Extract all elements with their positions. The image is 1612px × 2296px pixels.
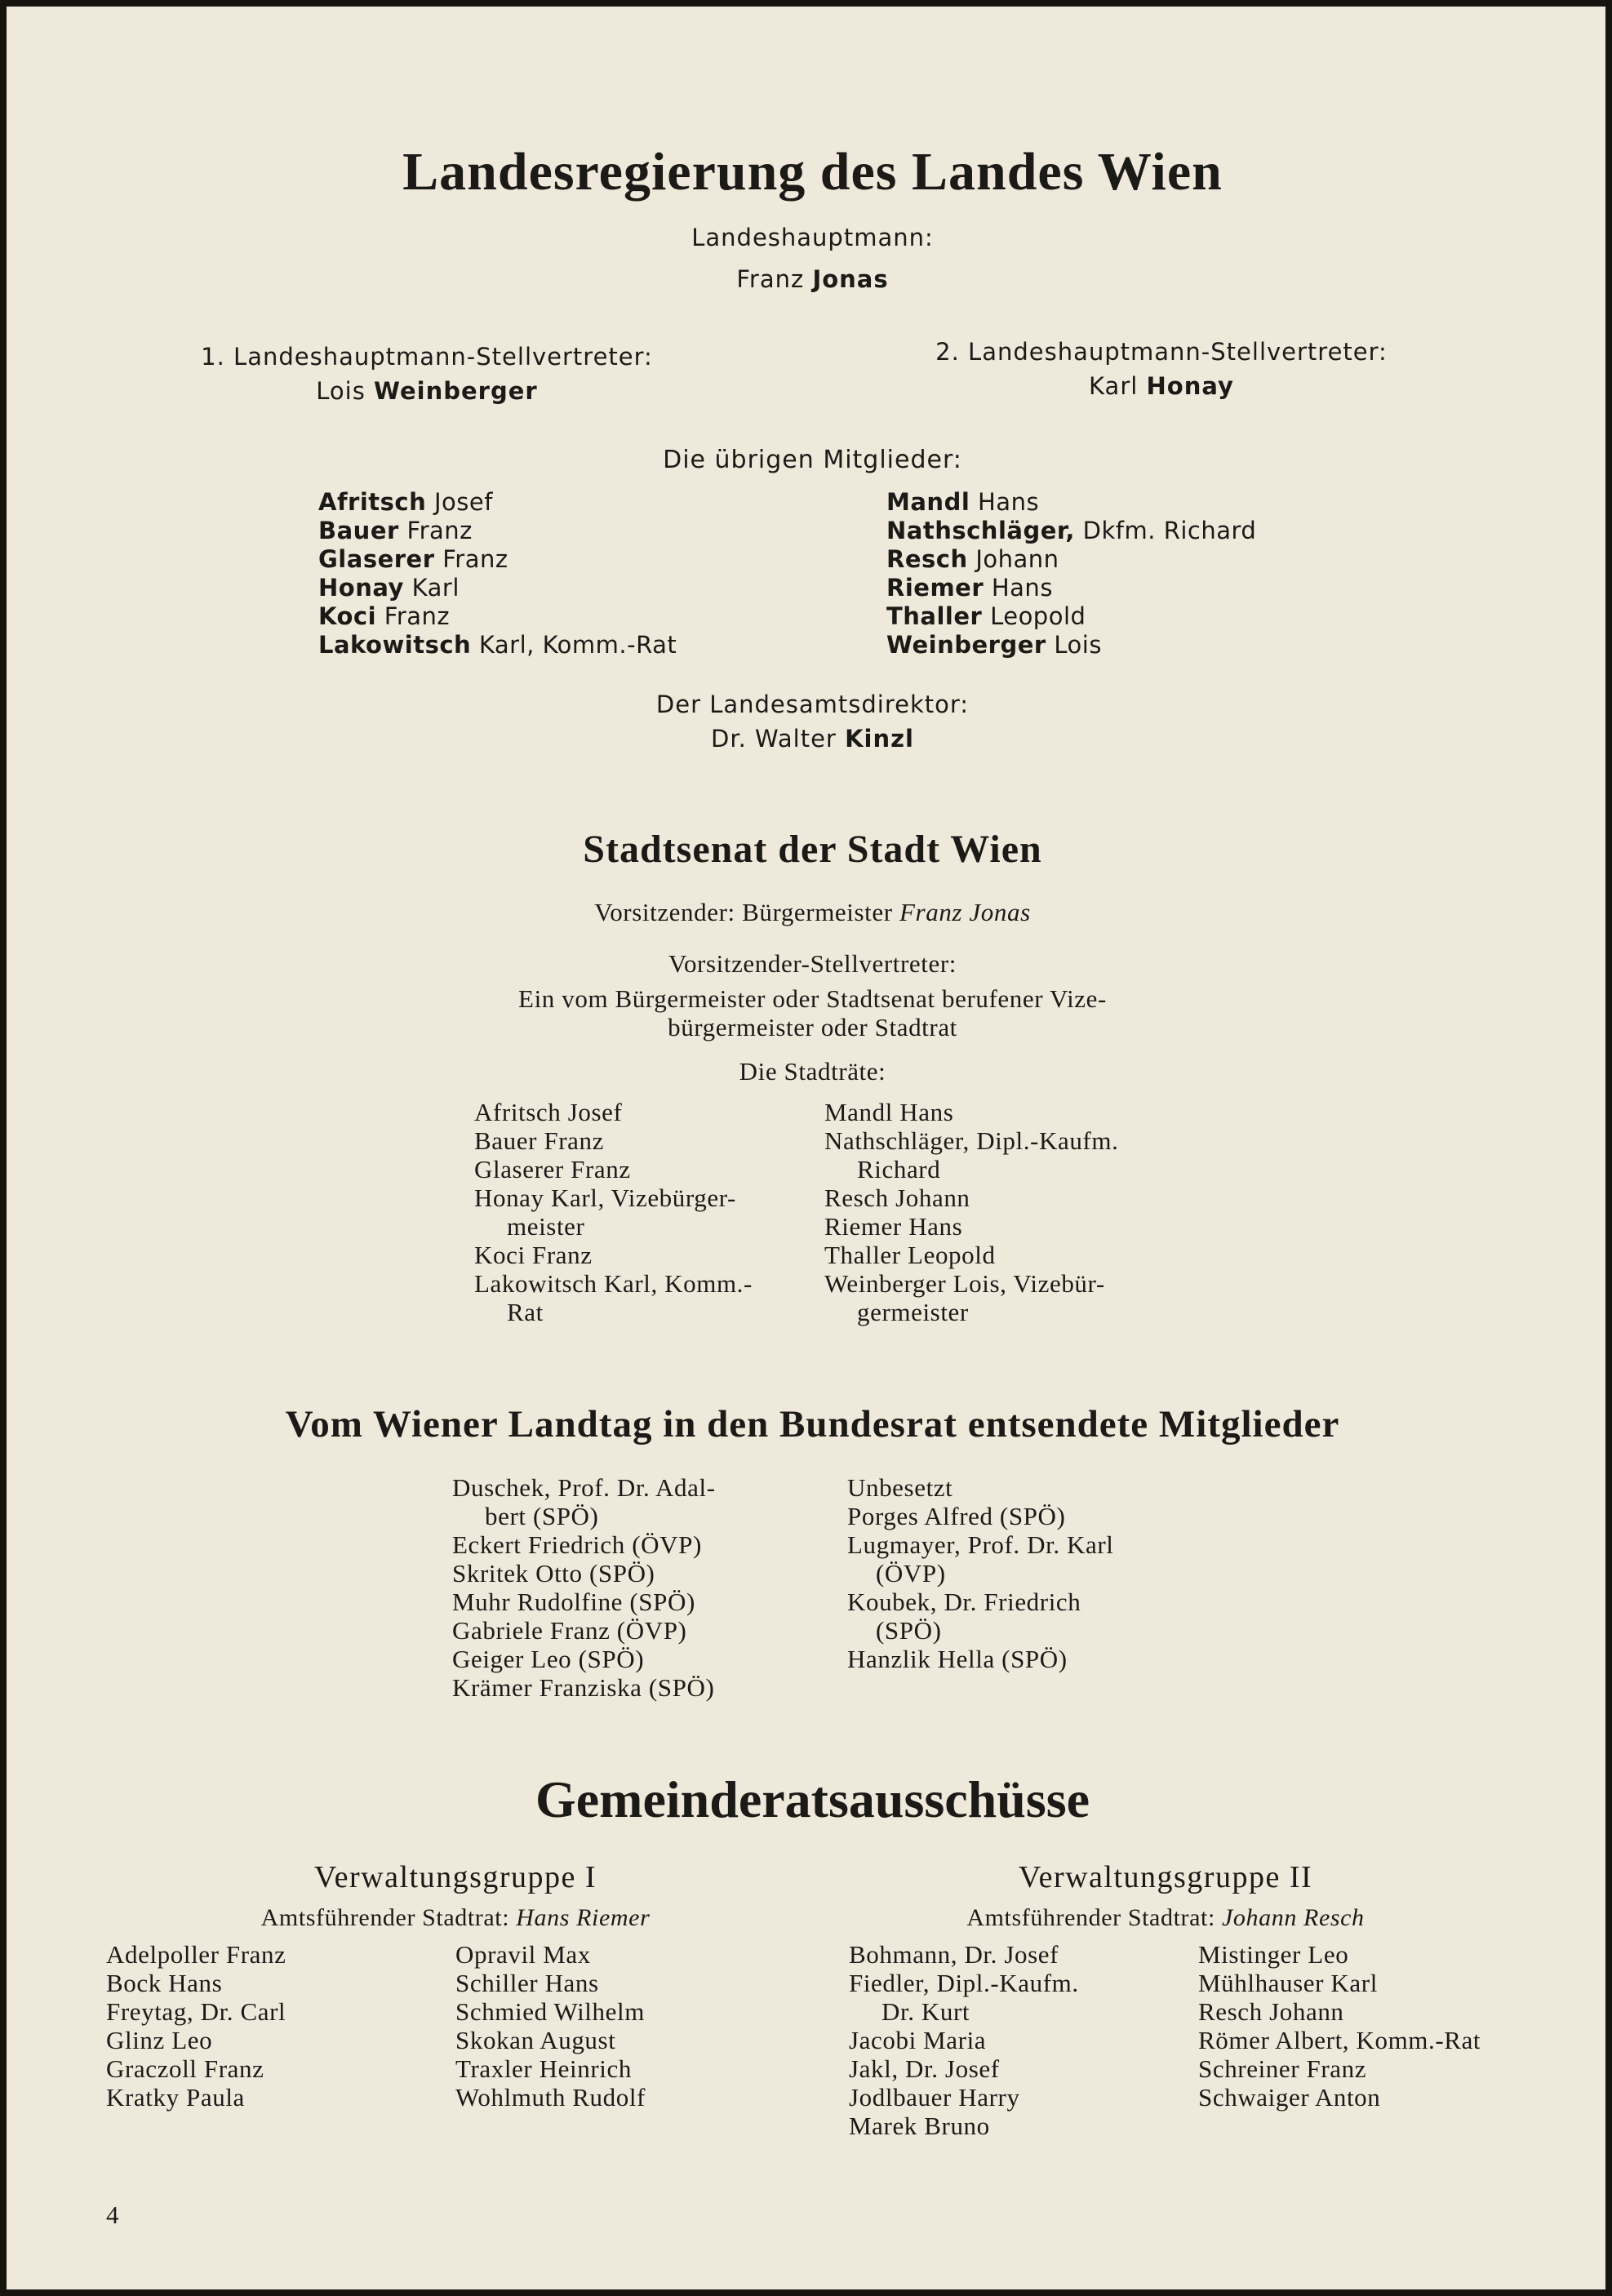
list-item: Schiller Hans bbox=[455, 1969, 599, 1997]
list-item: Wohlmuth Rudolf bbox=[455, 2083, 646, 2112]
member-entry bbox=[886, 488, 1256, 517]
group-1-chair-name: Hans Riemer bbox=[516, 1904, 651, 1931]
member-surname: Mandl bbox=[886, 488, 970, 516]
list-item: Mistinger Leo bbox=[1198, 1940, 1349, 1969]
member-given-name: Franz bbox=[434, 545, 508, 573]
member-surname: Honay bbox=[318, 574, 404, 602]
list-item: Bauer Franz bbox=[474, 1126, 604, 1155]
group-2-name: Verwaltungsgruppe II bbox=[1018, 1860, 1313, 1894]
member-surname: Koci bbox=[318, 602, 377, 630]
list-item: Schwaiger Anton bbox=[1198, 2083, 1381, 2112]
page-number: 4 bbox=[106, 2201, 119, 2229]
member-entry bbox=[886, 545, 1256, 574]
group-2-chair bbox=[823, 1904, 1508, 1932]
member-surname: Nathschläger, bbox=[886, 517, 1075, 544]
list-item: Opravil Max bbox=[455, 1940, 591, 1969]
member-entry bbox=[318, 574, 677, 602]
list-item: bert (SPÖ) bbox=[485, 1502, 599, 1530]
group-2-chair-prefix: Amtsführender Stadtrat: bbox=[966, 1904, 1215, 1931]
director-last: Kinzl bbox=[845, 725, 914, 753]
bundesrat-title: Vom Wiener Landtag in den Bundesrat entsendete Mitglieder bbox=[285, 1403, 1340, 1446]
list-item: Riemer Hans bbox=[824, 1212, 963, 1241]
member-entry bbox=[886, 517, 1256, 545]
list-item: Skritek Otto (SPÖ) bbox=[452, 1559, 655, 1588]
director-first: Dr. Walter bbox=[711, 725, 837, 753]
member-surname: Riemer bbox=[886, 574, 984, 602]
list-item: Marek Bruno bbox=[849, 2112, 990, 2140]
group-2-chair-name: Johann Resch bbox=[1222, 1904, 1365, 1931]
stadtsenat-deputy-text-2: bürgermeister oder Stadtrat bbox=[668, 1013, 957, 1041]
list-item: Unbesetzt bbox=[847, 1473, 953, 1502]
list-item: Traxler Heinrich bbox=[455, 2054, 632, 2083]
list-item: meister bbox=[507, 1212, 585, 1241]
stadtsenat-list-left bbox=[474, 1098, 753, 1326]
group-2-list-col-1 bbox=[849, 1940, 1079, 2140]
list-item: Dr. Kurt bbox=[881, 1997, 970, 2026]
list-item: Porges Alfred (SPÖ) bbox=[847, 1502, 1066, 1530]
stadtsenat-chair-prefix: Vorsitzender: Bürgermeister bbox=[594, 898, 893, 926]
director-name bbox=[7, 725, 1612, 753]
landeshauptmann-name bbox=[7, 265, 1612, 293]
stellvertreter-2-name bbox=[892, 372, 1431, 400]
stadtsenat-deputy-label: Vorsitzender-Stellvertreter: bbox=[668, 949, 957, 978]
list-item: Koubek, Dr. Friedrich bbox=[847, 1588, 1081, 1616]
member-entry bbox=[886, 602, 1256, 631]
list-item: Schreiner Franz bbox=[1198, 2054, 1367, 2083]
list-item: Graczoll Franz bbox=[106, 2054, 264, 2083]
member-given-name: Johann bbox=[967, 545, 1059, 573]
stellvertreter-1-name bbox=[158, 377, 696, 405]
stadtsenat-councillors-label: Die Stadträte: bbox=[739, 1057, 886, 1086]
group-2-list-col-2 bbox=[1198, 1940, 1481, 2112]
member-surname: Weinberger bbox=[886, 631, 1046, 659]
bundesrat-list-right bbox=[847, 1473, 1114, 1673]
landeshauptmann-label: Landeshauptmann: bbox=[691, 224, 934, 251]
list-item: Jakl, Dr. Josef bbox=[849, 2054, 1000, 2083]
list-item: Jacobi Maria bbox=[849, 2026, 987, 2054]
list-item: Skokan August bbox=[455, 2026, 616, 2054]
group-1-list-col-1 bbox=[106, 1940, 286, 2112]
member-entry bbox=[318, 545, 677, 574]
list-item: Glinz Leo bbox=[106, 2026, 213, 2054]
stellvertreter-1-label: 1. Landeshauptmann-Stellvertreter: bbox=[201, 343, 653, 371]
list-item: Adelpoller Franz bbox=[106, 1940, 286, 1969]
landeshauptmann-first: Franz bbox=[736, 265, 805, 293]
list-item: (ÖVP) bbox=[876, 1559, 946, 1588]
member-entry bbox=[318, 631, 677, 659]
list-item: Bohmann, Dr. Josef bbox=[849, 1940, 1059, 1969]
group-1-list-col-2 bbox=[455, 1940, 646, 2112]
list-item: Weinberger Lois, Vizebür- bbox=[824, 1269, 1105, 1298]
member-given-name: Hans bbox=[970, 488, 1040, 516]
list-item: Römer Albert, Komm.-Rat bbox=[1198, 2026, 1481, 2054]
landeshauptmann-last: Jonas bbox=[812, 265, 889, 293]
list-item: Mühlhauser Karl bbox=[1198, 1969, 1378, 1997]
list-item: Hanzlik Hella (SPÖ) bbox=[847, 1645, 1068, 1673]
list-item: Nathschläger, Dipl.-Kaufm. bbox=[824, 1126, 1119, 1155]
list-item: (SPÖ) bbox=[876, 1616, 942, 1645]
group-1-chair-prefix: Amtsführender Stadtrat: bbox=[260, 1904, 510, 1931]
ausschuesse-title: Gemeinderatsausschüsse bbox=[535, 1770, 1090, 1828]
list-item: Lakowitsch Karl, Komm.- bbox=[474, 1269, 753, 1298]
list-item: Honay Karl, Vizebürger- bbox=[474, 1184, 736, 1212]
stellvertreter-2-label: 2. Landeshauptmann-Stellvertreter: bbox=[935, 338, 1388, 366]
list-item: Afritsch Josef bbox=[474, 1098, 623, 1126]
stellvertreter-1-first: Lois bbox=[316, 377, 366, 405]
list-item: Gabriele Franz (ÖVP) bbox=[452, 1616, 687, 1645]
landesregierung-title: Landesregierung des Landes Wien bbox=[402, 142, 1223, 202]
member-surname: Glaserer bbox=[318, 545, 435, 573]
list-item: Geiger Leo (SPÖ) bbox=[452, 1645, 645, 1673]
list-item: Schmied Wilhelm bbox=[455, 1997, 645, 2026]
list-item: Mandl Hans bbox=[824, 1098, 954, 1126]
list-item: Freytag, Dr. Carl bbox=[106, 1997, 286, 2026]
member-entry bbox=[886, 574, 1256, 602]
list-item: Jodlbauer Harry bbox=[849, 2083, 1020, 2112]
member-given-name: Leopold bbox=[982, 602, 1086, 630]
bundesrat-list-left bbox=[452, 1473, 716, 1702]
members-list-right bbox=[886, 488, 1256, 659]
member-given-name: Dkfm. Richard bbox=[1074, 517, 1257, 544]
list-item: Resch Johann bbox=[1198, 1997, 1344, 2026]
member-given-name: Josef bbox=[426, 488, 493, 516]
list-item: Bock Hans bbox=[106, 1969, 223, 1997]
members-label: Die übrigen Mitglieder: bbox=[663, 446, 962, 474]
member-given-name: Karl bbox=[403, 574, 460, 602]
member-entry bbox=[318, 488, 677, 517]
stellvertreter-2-last: Honay bbox=[1146, 372, 1234, 400]
member-surname: Thaller bbox=[886, 602, 983, 630]
member-surname: Resch bbox=[886, 545, 968, 573]
list-item: Duschek, Prof. Dr. Adal- bbox=[452, 1473, 716, 1502]
stadtsenat-chair-name: Franz Jonas bbox=[899, 898, 1031, 926]
stadtsenat-chair bbox=[7, 898, 1612, 927]
group-1-chair bbox=[113, 1904, 798, 1932]
stadtsenat-list-right bbox=[824, 1098, 1118, 1326]
stellvertreter-2-first: Karl bbox=[1089, 372, 1139, 400]
list-item: germeister bbox=[857, 1298, 969, 1326]
list-item: Resch Johann bbox=[824, 1184, 970, 1212]
member-entry bbox=[318, 517, 677, 545]
stadtsenat-title: Stadtsenat der Stadt Wien bbox=[583, 828, 1042, 871]
member-given-name: Franz bbox=[376, 602, 451, 630]
list-item: Glaserer Franz bbox=[474, 1155, 631, 1184]
list-item: Koci Franz bbox=[474, 1241, 593, 1269]
list-item: Richard bbox=[857, 1155, 941, 1184]
member-entry bbox=[886, 631, 1256, 659]
list-item: Kratky Paula bbox=[106, 2083, 245, 2112]
group-1-name: Verwaltungsgruppe I bbox=[313, 1860, 597, 1894]
list-item: Lugmayer, Prof. Dr. Karl bbox=[847, 1530, 1114, 1559]
member-given-name: Lois bbox=[1046, 631, 1102, 659]
member-given-name: Karl, Komm.-Rat bbox=[471, 631, 677, 659]
members-list-left bbox=[318, 488, 677, 659]
member-entry bbox=[318, 602, 677, 631]
list-item: Eckert Friedrich (ÖVP) bbox=[452, 1530, 702, 1559]
member-surname: Afritsch bbox=[318, 488, 427, 516]
list-item: Fiedler, Dipl.-Kaufm. bbox=[849, 1969, 1079, 1997]
list-item: Muhr Rudolfine (SPÖ) bbox=[452, 1588, 695, 1616]
list-item: Thaller Leopold bbox=[824, 1241, 996, 1269]
list-item: Krämer Franziska (SPÖ) bbox=[452, 1673, 715, 1702]
director-label: Der Landesamtsdirektor: bbox=[655, 691, 970, 718]
member-given-name: Franz bbox=[398, 517, 473, 544]
stadtsenat-deputy-text-1: Ein vom Bürgermeister oder Stadtsenat berufener Vize- bbox=[518, 984, 1107, 1013]
member-surname: Lakowitsch bbox=[318, 631, 472, 659]
member-surname: Bauer bbox=[318, 517, 399, 544]
list-item: Rat bbox=[507, 1298, 544, 1326]
stellvertreter-1-last: Weinberger bbox=[374, 377, 538, 405]
member-given-name: Hans bbox=[984, 574, 1053, 602]
